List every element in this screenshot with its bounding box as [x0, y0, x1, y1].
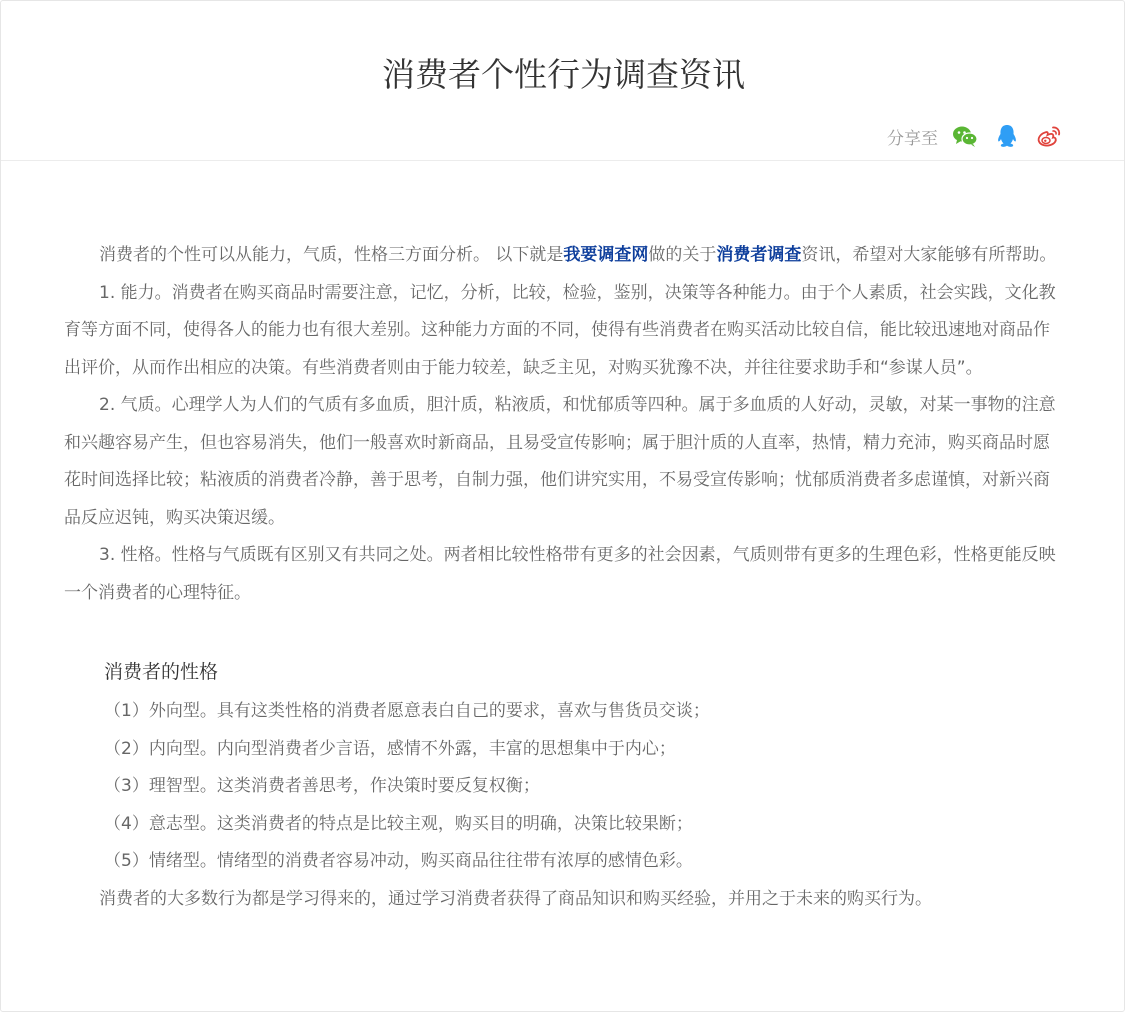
share-bar	[887, 122, 1062, 150]
link-woyaodiaocha[interactable]: 我要调查网	[563, 245, 649, 265]
point-ability: 1. 能力。消费者在购买商品时需要注意，记忆，分析，比较，检验，鉴别，决策等各种能力。由于个人素质，社会实践，文化教育等方面不同，使得各人的能力也有很大差别。这种能力方面的不同，使得有些消费者在购买活动比较自信，能比较迅速地对商品作出评价，从而作出相应的决策。有些消费者则由于能力较差，缺乏主见，对购买犹豫不决，并往往要求助手和“参谋人员”。	[64, 282, 1056, 378]
list-item: （1）外向型。具有这类性格的消费者愿意表白自己的要求，喜欢与售货员交谈；	[104, 701, 710, 721]
wechat-icon[interactable]	[952, 123, 978, 149]
share-label: 分享至	[887, 128, 938, 149]
list-item: （5）情绪型。情绪型的消费者容易冲动，购买商品往往带有浓厚的感情色彩。	[104, 851, 693, 871]
article-header	[1, 1, 1124, 161]
point-temperament: 2. 气质。心理学人为人们的气质有多血质，胆汁质，粘液质，和忧郁质等四种。属于多血质的人好动，灵敏，对某一事物的注意和兴趣容易产生，但也容易消失，他们一般喜欢时新商品，且易受宣传影响；属于胆汁质的人直率，热情，精力充沛，购买商品时愿花时间选择比较；粘液质的消费者冷静，善于思考，自制力强，他们讲究实用，不易受宣传影响；忧郁质消费者多虑谨慎，对新兴商品反应迟钝，购买决策迟缓。	[64, 395, 1056, 528]
weibo-icon[interactable]	[1036, 123, 1062, 149]
link-consumer-survey[interactable]: 消费者调查	[716, 245, 802, 265]
spacer	[64, 612, 1064, 649]
list-item: （2）内向型。内向型消费者少言语，感情不外露，丰富的思想集中于内心；	[104, 738, 676, 759]
intro-text-before: 消费者的个性可以从能力，气质，性格三方面分析。 以下就是	[99, 245, 564, 265]
page-title: 消费者个性行为调查资讯	[382, 55, 745, 94]
character-list	[64, 693, 1064, 881]
section-heading: 消费者的性格	[104, 661, 219, 683]
article-body	[64, 237, 1064, 918]
closing-paragraph: 消费者的大多数行为都是学习得来的，通过学习消费者获得了商品知识和购买经验，并用之于未来的购买行为。	[99, 888, 932, 909]
point-character: 3. 性格。性格与气质既有区别又有共同之处。两者相比较性格带有更多的社会因素，气质则带有更多的生理色彩，性格更能反映一个消费者的心理特征。	[64, 545, 1056, 603]
intro-text-middle: 做的关于	[648, 245, 717, 265]
list-item: （4）意志型。这类消费者的特点是比较主观，购买目的明确，决策比较果断；	[104, 813, 693, 834]
intro-text-after: 资讯，希望对大家能够有所帮助。	[801, 245, 1057, 265]
intro-paragraph	[64, 237, 1064, 275]
list-item: （3）理智型。这类消费者善思考，作决策时要反复权衡；	[104, 776, 540, 796]
qq-icon[interactable]	[994, 123, 1020, 149]
